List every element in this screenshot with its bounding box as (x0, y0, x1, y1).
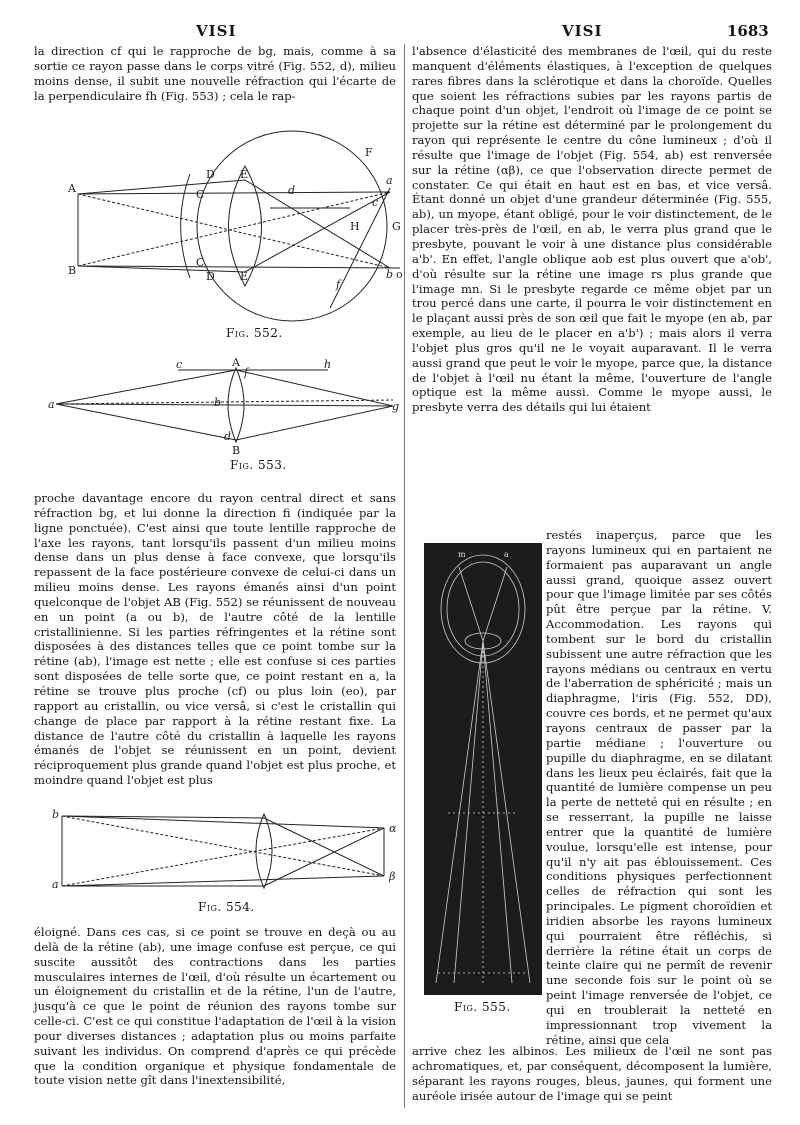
svg-text:c: c (176, 358, 183, 371)
svg-text:G: G (392, 220, 401, 233)
svg-text:f: f (336, 278, 341, 291)
svg-text:c: c (372, 196, 379, 209)
svg-text:B: B (232, 444, 241, 457)
right-paragraph-1: l'absence d'élasticité des membranes de l'œil, qui du reste manquent d'éléments élastiques, à l'exception de quelques rares fibres dans la sclérotique et dans la choroïde. Quelles que soient les réfractions subies par les rayons partis de chaque point d'un objet, l'endroit où l'image de ce point se projette sur la rétine est déterminé par le prolongement du rayon qui représente le centre du cône lumineux ; d'où il résulte que l'image de l'objet (Fig. 554, ab) est renversée sur la rétine (αβ), ce que l'observation directe permet de constater. Ce qui était en haut est en bas, et vice versâ. Étant donné un objet d'une grandeur déterminée (Fig. 555, ab), un myope, étant obligé, pour le voir distinctement, de le placer très-près de l'œil, en ab, le verra plus grand que le presbyte, pouvant le voir à une distance plus considérable a'b'. En effet, l'angle oblique aob est plus ouvert que a'ob', d'où résulte sur la rétine une image rs plus grande que l'image mn. Si le presbyte regarde ce même objet par un trou percé dans une carte, il pourra le voir distinctement en le plaçant aussi près de son œil que fait le myope (en ab, par exemple, au lieu de le placer en a'b') ; mais alors il verra l'objet plus gros qu'il ne le voyait auparavant. Il le verra aussi grand que peut le voir le myope, parce que, la distance de l'objet à l'œil nu étant la même, l'ouverture de l'angle optique est la même aussi. Comme le myope aussi, le presbyte verra des détails qui lui étaient (412, 44, 772, 415)
svg-text:C: C (196, 256, 205, 269)
svg-text:f: f (244, 366, 249, 379)
header-center: VISI (562, 22, 603, 40)
svg-text:D: D (206, 168, 215, 181)
figure-555-caption: Fig. 555. (454, 1000, 511, 1014)
svg-text:B: B (68, 264, 77, 277)
svg-text:o: o (396, 268, 403, 281)
svg-text:C: C (196, 188, 205, 201)
svg-text:E: E (240, 270, 249, 283)
svg-text:α: α (389, 822, 397, 835)
svg-text:b: b (52, 808, 60, 821)
svg-text:β: β (389, 870, 396, 883)
column-separator (404, 44, 405, 1108)
figure-552-caption: Fig. 552. (226, 326, 283, 340)
left-paragraph-3: éloigné. Dans ces cas, si ce point se trouve en deçà ou au delà de la rétine (ab), une image confuse est perçue, ce qui suscite aussitôt des contractions dans les parties musculaires internes de l'œil, d'où résulte un écartement ou un éloignement du cristallin et de la rétine, l'un de l'autre, jusqu'à ce que le point de réunion des rayons tombe sur celle-ci. C'est ce qui constitue l'adaptation de l'œil à la vision pour diverses distances ; adaptation plus ou moins parfaite suivant les individus. On comprend d'après ce qui précède que la condition organique et physique fondamentale de toute vision nette gît dans l'inextensibilité, (34, 925, 396, 1088)
svg-text:a: a (48, 398, 55, 411)
left-paragraph-1: la direction cf qui le rapproche de bg, mais, comme à sa sortie ce rayon passe dans le corps vitré (Fig. 552, d), milieu moins dense, il subit une nouvelle réfraction qui l'écarte de la perpendiculaire fh (Fig. 553) ; cela le rap- (34, 44, 396, 103)
svg-text:a: a (504, 550, 509, 559)
figure-553-labels (48, 356, 399, 457)
figure-552-eye-diagram (60, 128, 403, 326)
figure-555-engraving (424, 543, 542, 995)
svg-text:A: A (232, 356, 240, 369)
svg-text:a: a (52, 878, 59, 891)
figure-554-image-inversion-diagram (52, 806, 400, 898)
svg-text:F: F (365, 146, 373, 159)
page-number: 1683 (727, 22, 769, 40)
header-left: VISI (196, 22, 237, 40)
svg-text:A: A (68, 182, 76, 195)
svg-text:D: D (206, 270, 215, 283)
figure-552-labels (67, 146, 403, 291)
svg-text:m: m (458, 550, 466, 559)
svg-text:b: b (386, 268, 394, 281)
svg-text:H: H (350, 220, 360, 233)
left-paragraph-2: proche davantage encore du rayon central direct et sans réfraction bg, et lui donne la direction fi (indiquée par la ligne ponctuée). C'est ainsi que toute lentille rapproche de l'axe les rayons, tant lorsqu'ils passent d'un milieu moins dense dans un plus dense à face convexe, que lorsqu'ils repassent de la face postérieure convexe de celui-ci dans un milieu moins dense. Les rayons émanés ainsi d'un point quelconque de l'objet AB (Fig. 552) se réunissent de nouveau en un point (a ou b), de l'autre côté de la lentille cristallinienne. Si les parties réfringentes et la rétine sont disposées à des distances telles que ce point tombe sur la rétine (ab), l'image est nette ; elle est confuse si ces parties sont disposées de telle sorte que, ce point restant en a, la rétine se trouve plus proche (cf) ou plus loin (eo), par rapport au cristallin, ou vice versâ, si c'est le cristallin qui change de place par rapport à la rétine restant fixe. La distance de l'autre côté du cristallin à laquelle les rayons émanés de l'objet se réunissent en un point, devient réciproquement plus grande quand l'objet est plus proche, et moindre quand l'objet est plus (34, 491, 396, 788)
svg-text:h: h (324, 358, 332, 371)
svg-text:E: E (240, 168, 249, 181)
figure-554-caption: Fig. 554. (198, 900, 255, 914)
svg-text:d: d (288, 184, 296, 197)
svg-text:b: b (214, 396, 222, 409)
svg-text:d: d (224, 430, 232, 443)
figure-553-lens-diagram (48, 356, 400, 456)
right-paragraph-2: restés inaperçus, parce que les rayons lumineux qui en partaient ne formaient pas auparavant un angle aussi grand, quoique assez ouvert pour que l'image limitée par ses côtés pût être perçue par la rétine. V. Accommodation. Les rayons qui tombent sur le bord du cristallin subissent une autre réfraction que les rayons médians ou centraux en vertu de l'aberration de sphéricité ; mais un diaphragme, l'iris (Fig. 552, DD), couvre ces bords, et ne permet qu'aux rayons centraux de passer par la partie médiane ; l'ouverture ou pupille du diaphragme, en se dilatant dans les lieux peu éclairés, fait que la quantité de lumière compense un peu la perte de netteté qui en résulte ; en se resserrant, la pupille ne laisse entrer que la quantité de lumière voulue, lorsqu'elle est intense, pour qu'il n'y ait pas éblouissement. Ces conditions physiques perfectionnent celles de réfraction qui sont les principales. Le pigment choroïdien et iridien absorbe les rayons lumineux qui pourraient être réfléchis, si derrière la rétine était un corps de teinte claire qui ne permît de revenir une seconde fois sur le point où se peint l'image renversée de l'objet, ce qui en troublerait la netteté en impressionnant trop vivement la rétine, ainsi que cela (546, 528, 772, 1047)
right-paragraph-3: arrive chez les albinos. Les milieux de l'œil ne sont pas achromatiques, et, par conséquent, décomposent la lumière, séparant les rayons rouges, bleus, jaunes, qui forment une auréole irisée autour de l'image qui se peint (412, 1044, 772, 1103)
svg-text:g: g (392, 400, 400, 413)
svg-text:a: a (386, 174, 393, 187)
figure-555-labels (458, 550, 509, 559)
figure-553-caption: Fig. 553. (230, 458, 287, 472)
